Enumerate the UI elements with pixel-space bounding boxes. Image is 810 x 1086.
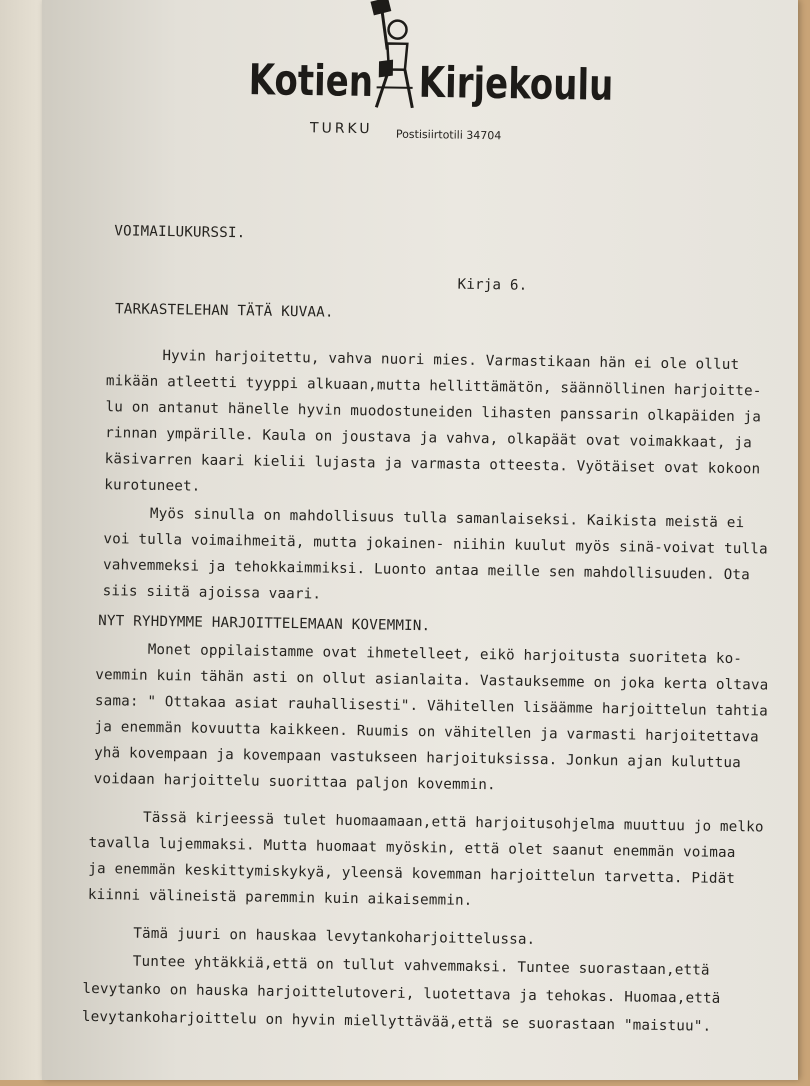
paragraph-4-line: tavalla lujemmaksi. Mutta huomaat myöskin, että olet saanut enemmän voimaa: [88, 834, 736, 862]
letter-page: [25, 0, 798, 1086]
letterhead-city: TURKU: [309, 120, 373, 138]
paragraph-1-line: rinnan ympärille. Kaula on joustava ja vahva, olkapäät ovat voimakkaat, ja: [105, 425, 753, 452]
paragraph-3-line: ja enemmän kovuutta kaikkeen. Ruumis on vähitellen ja varmasti harjoitettava: [94, 718, 759, 746]
paragraph-1-line: kurotuneet.: [104, 477, 201, 495]
paragraph-1-line: Hyvin harjoitettu, vahva nuori mies. Varmastikaan hän ei ole ollut: [162, 347, 740, 374]
paragraph-4-line: ja enemmän keskittymiskykyä, yleensä kovemman harjoittelun tarvetta. Pidät: [88, 860, 736, 888]
paragraph-1-line: käsivarren kaari kielii lujasta ja varmasta otteesta. Vyötäiset ovat kokoon: [104, 451, 761, 478]
paragraph-1-line: lu on antanut hänelle hyvin muodostuneiden lihasten panssarin olkapäiden ja: [105, 399, 762, 426]
hammer-man-icon: [356, 0, 418, 112]
paragraph-4-line: Tässä kirjeessä tulet huomaamaan,että harjoitusohjelma muuttuu jo melko: [142, 809, 764, 836]
paragraph-3-line: sama: " Ottakaa asiat rauhallisesti". Vähitellen lisäämme harjoittelun tahtia: [94, 692, 769, 720]
letter-number: Kirja 6.: [457, 276, 528, 294]
course-title: VOIMAILUKURSSI.: [114, 223, 246, 242]
paragraph-5-line: levytankoharjoittelu on hyvin miellyttävää,että se suorastaan "maistuu".: [81, 1008, 712, 1035]
paragraph-2-line: Myös sinulla on mahdollisuus tulla samanlaiseksi. Kaikista meistä ei: [149, 505, 745, 532]
paragraph-5-line: Tuntee yhtäkkiä,että on tullut vahvemmaksi. Tuntee suorastaan,että: [132, 953, 710, 979]
paragraph-2-line: vahvemmeksi ja tehokkaimmiksi. Luonto antaa meille sen mahdollisuuden. Ota: [102, 557, 751, 584]
letterhead-logo: [248, 0, 614, 132]
paragraph-5-line: levytanko on hauska harjoittelutoveri, luotettava ja tehokas. Huomaa,että: [82, 980, 721, 1007]
paragraph-3-line: vemmin kuin tähän asti on ollut asianlaita. Vastauksemme on joka kerta oltava: [95, 666, 769, 694]
paragraph-2-line: siis siitä ajoissa vaari.: [102, 583, 322, 603]
paragraph-3-line: voidaan harjoittelu suorittaa paljon kovemmin.: [93, 770, 496, 794]
paragraph-5-line: Tämä juuri on hauskaa levytankoharjoittelussa.: [133, 925, 536, 948]
heading-examine-picture: TARKASTELEHAN TÄTÄ KUVAA.: [114, 301, 334, 321]
paragraph-3-line: yhä kovempaan ja kovempaan vastukseen harjoituksissa. Jonkun ajan kuluttua: [94, 744, 742, 772]
letterhead-giro-account: Postisiirtotili 34704: [395, 127, 502, 143]
paragraph-1-line: mikään atleetti tyyppi alkuaan,mutta hellittämätön, säännöllinen harjoitte-: [105, 373, 762, 400]
paragraph-4-line: kiinni välineistä paremmin kuin aikaisemmin.: [87, 886, 473, 909]
logo-name-left: Kotien: [248, 55, 374, 108]
heading-train-harder: NYT RYHDYMME HARJOITTELEMAAN KOVEMMIN.: [98, 613, 431, 635]
paragraph-3-line: Monet oppilaistamme ovat ihmetelleet, eikö harjoitusta suoriteta ko-: [147, 641, 743, 668]
paragraph-2-line: voi tulla voimaihmeitä, mutta jokainen- niihin kuulut myös sinä-voivat tulla: [103, 531, 768, 558]
logo-name-right: Kirjekoulu: [418, 57, 614, 112]
